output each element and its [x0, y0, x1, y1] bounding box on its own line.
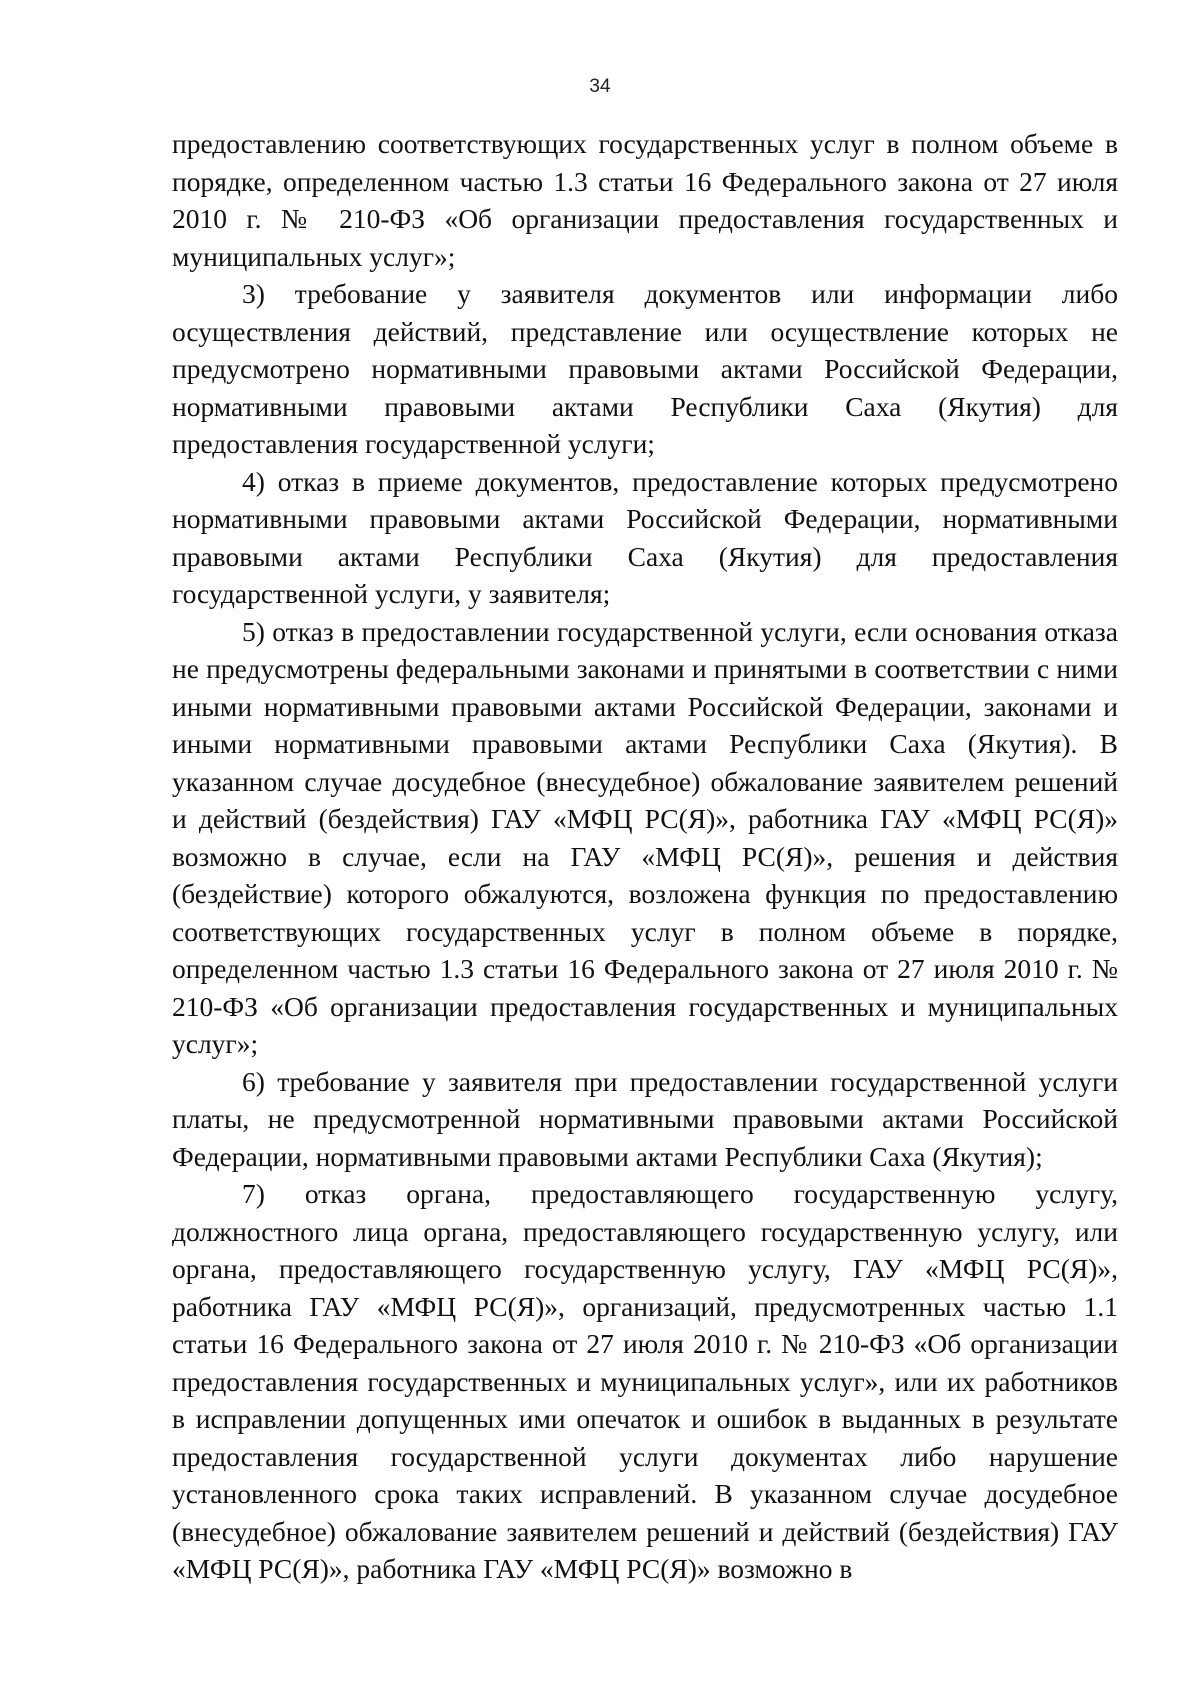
page-number: 34 [589, 76, 611, 97]
paragraph-item-3: 3) требование у заявителя документов или информации либо осуществления действий, представление или осуществление которых не предусмотрено нормативными правовыми актами Российской Федерации, нормативными правовыми актами Республики Саха (Якутия) для предоставления государственной услуги; [172, 278, 1118, 459]
paragraph-item-6: 6) требование у заявителя при предоставлении государственной услуги платы, не предусмотренной нормативными правовыми актами Российской Федерации, нормативными правовыми актами Республики Саха (Якутия); [172, 1065, 1118, 1172]
paragraph-item-7: 7) отказ органа, предоставляющего государственную услугу, должностного лица органа, предоставляющего государственную услугу, или органа, предоставляющего государственную услугу, ГАУ «МФЦ РС(Я)», работника ГАУ «МФЦ РС(Я)», организаций, предусмотренных частью 1.1 статьи 16 Федерального закона от 27 июля 2010 г. № 210-ФЗ «Об организации предоставления государственных и муниципальных услуг», или их работников в исправлении допущенных ими опечаток и ошибок в выданных в результате предоставления государственной услуги документах либо нарушение установленного срока таких исправлений. В указанном случае досудебное (внесудебное) обжалование заявителем решений и действий (бездействия) ГАУ «МФЦ РС(Я)», работника ГАУ «МФЦ РС(Я)» возможно в [172, 1178, 1118, 1584]
paragraph-item-4: 4) отказ в приеме документов, предоставление которых предусмотрено нормативными правовыми актами Российской Федерации, нормативными правовыми актами Республики Саха (Якутия) для предоставления государственной услуги, у заявителя; [172, 465, 1118, 609]
paragraph-item-5: 5) отказ в предоставлении государственной услуги, если основания отказа не предусмотрены федеральными законами и принятыми в соответствии с ними иными нормативными правовыми актами Российской Федерации, законами и иными нормативными правовыми актами Республики Саха (Якутия). В указанном случае досудебное (внесудебное) обжалование заявителем решений и действий (бездействия) ГАУ «МФЦ РС(Я)», работника ГАУ «МФЦ РС(Я)» возможно в случае, если на ГАУ «МФЦ РС(Я)», решения и действия (бездействие) которого обжалуются, возложена функция по предоставлению соответствующих государственных услуг в полном объеме в порядке, определенном частью 1.3 статьи 16 Федерального закона от 27 июля 2010 г. № 210-ФЗ «Об организации предоставления государственных и муниципальных услуг»; [172, 615, 1118, 1059]
paragraph-continuation: предоставлению соответствующих государственных услуг в полном объеме в порядке, определенном частью 1.3 статьи 16 Федерального закона от 27 июля 2010 г. № 210-ФЗ «Об организации предоставления государственных и муниципальных услуг»; [172, 128, 1118, 272]
document-body [172, 125, 1118, 1588]
